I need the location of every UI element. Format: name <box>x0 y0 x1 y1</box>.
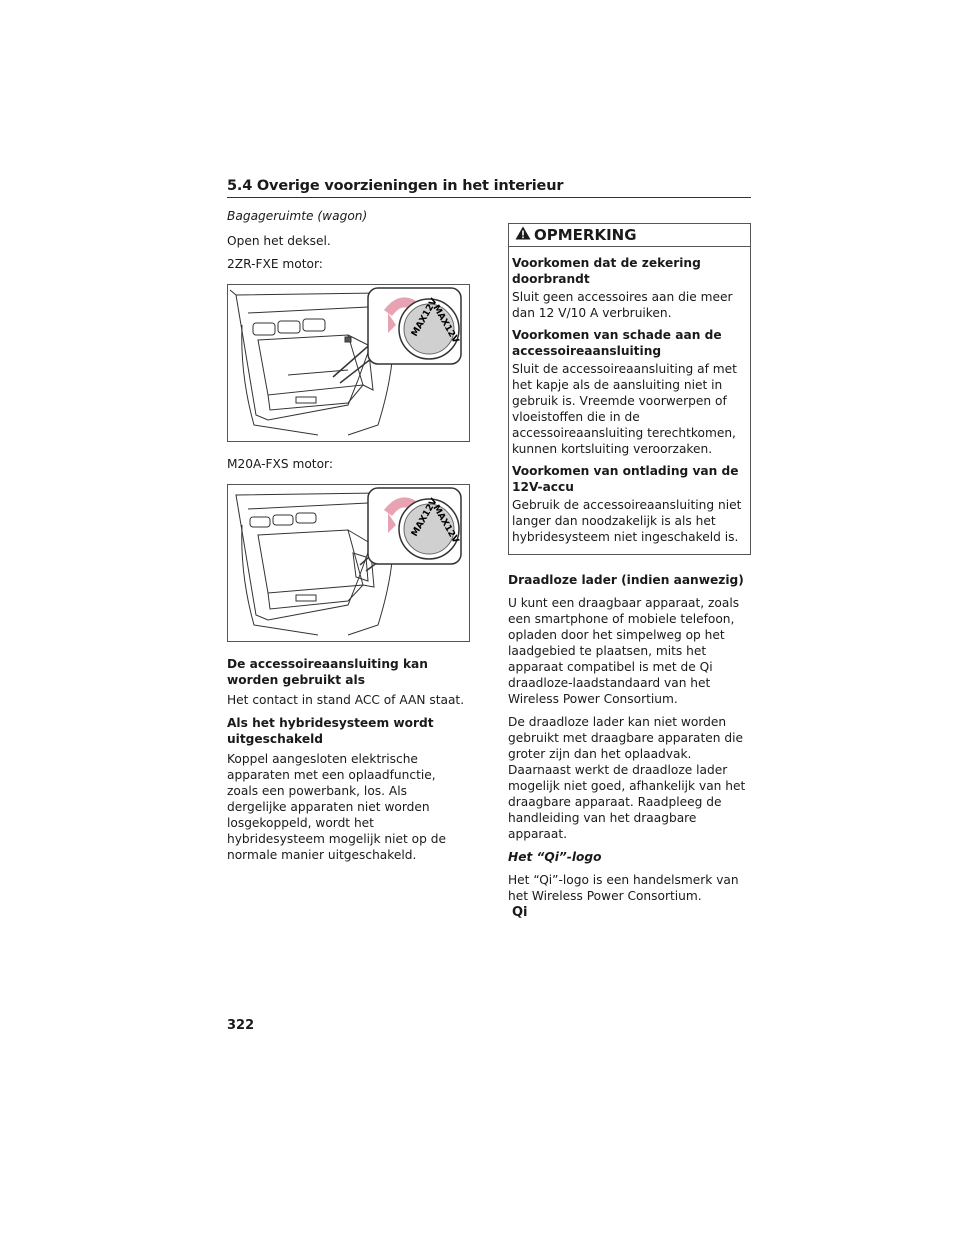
figure-caption: Bagageruimte (wagon) <box>227 209 368 223</box>
notice-item-text: Gebruik de accessoireaansluiting niet langer dan noodzakelijk is als het hybridesysteem niet ingeschakeld is. <box>512 498 742 544</box>
wireless-paragraph-2: De draadloze lader kan niet worden gebruikt met draagbare apparaten die groter zijn dan het oplaadvak. Daarnaast werkt de draadloze lader mogelijk niet goed, afhankelijk van het draagbare apparaat. Raadpleeg de handleiding van het draagbare apparaat. <box>508 715 746 841</box>
page-number: 322 <box>227 1018 255 1033</box>
section-title: 5.4 Overige voorzieningen in het interieur <box>227 178 564 194</box>
svg-text:MAX12V: MAX12V <box>409 296 440 339</box>
hybrid-heading: Als het hybridesysteem wordt uitgeschakeld <box>227 716 434 746</box>
trunk-illustration-m20a <box>227 484 470 642</box>
left-column <box>227 208 470 870</box>
notice-item-heading: Voorkomen van schade aan de accessoireaansluiting <box>512 328 722 358</box>
usage-text: Het contact in stand ACC of AAN staat. <box>227 693 465 707</box>
notice-body <box>509 247 750 554</box>
notice-header <box>509 224 750 247</box>
right-column <box>508 208 751 921</box>
wireless-paragraph-1: U kunt een draagbaar apparaat, zoals een smartphone of mobiele telefoon, opladen door het simpelweg op het laadgebied te plaatsen, mits het apparaat compatibel is met de Qi draadloze-laadstandaard van het Wireless Power Consortium. <box>508 596 740 706</box>
notice-item-text: Sluit geen accessoires aan die meer dan 12 V/10 A verbruiken. <box>512 290 733 320</box>
svg-text:MAX12V: MAX12V <box>409 496 440 539</box>
usage-heading: De accessoireaansluiting kan worden gebruikt als <box>227 657 428 687</box>
qi-heading: Het “Qi”-logo <box>508 850 602 864</box>
wireless-heading: Draadloze lader (indien aanwezig) <box>508 573 744 587</box>
engine-label-m20a: M20A-FXS motor: <box>227 457 333 471</box>
notice-item-heading: Voorkomen dat de zekering doorbrandt <box>512 256 701 286</box>
trunk-drawing-m20a <box>228 485 469 641</box>
engine-label-2zr: 2ZR-FXE motor: <box>227 257 323 271</box>
hybrid-text: Koppel aangesloten elektrische apparaten met een oplaadfunctie, zoals een powerbank, los. Als dergelijke apparaten niet worden losgekoppeld, wordt het hybridesysteem mogelijk niet op de normale manier uitgeschakeld. <box>227 752 446 862</box>
warning-triangle-icon <box>515 226 531 243</box>
notice-item-heading: Voorkomen van ontlading van de 12V-accu <box>512 464 739 494</box>
open-instruction: Open het deksel. <box>227 234 331 248</box>
svg-text:MAX12V: MAX12V <box>430 303 461 346</box>
notice-title: OPMERKING <box>534 225 637 244</box>
qi-text: Het “Qi”-logo is een handelsmerk van het Wireless Power Consortium. <box>508 873 739 903</box>
notice-item-text: Sluit de accessoireaansluiting af met het kapje als de aansluiting niet in gebruik is. Vreemde voorwerpen of vloeistoffen die in de accessoireaansluiting terechtkomen, kunnen kortsluiting veroorzaken. <box>512 362 737 456</box>
qi-logo-icon: Qi <box>512 905 528 920</box>
notice-box <box>508 223 751 555</box>
trunk-drawing-2zr <box>228 285 469 441</box>
page-header <box>227 178 751 198</box>
svg-text:MAX12V: MAX12V <box>430 503 461 546</box>
trunk-illustration-2zr <box>227 284 470 442</box>
